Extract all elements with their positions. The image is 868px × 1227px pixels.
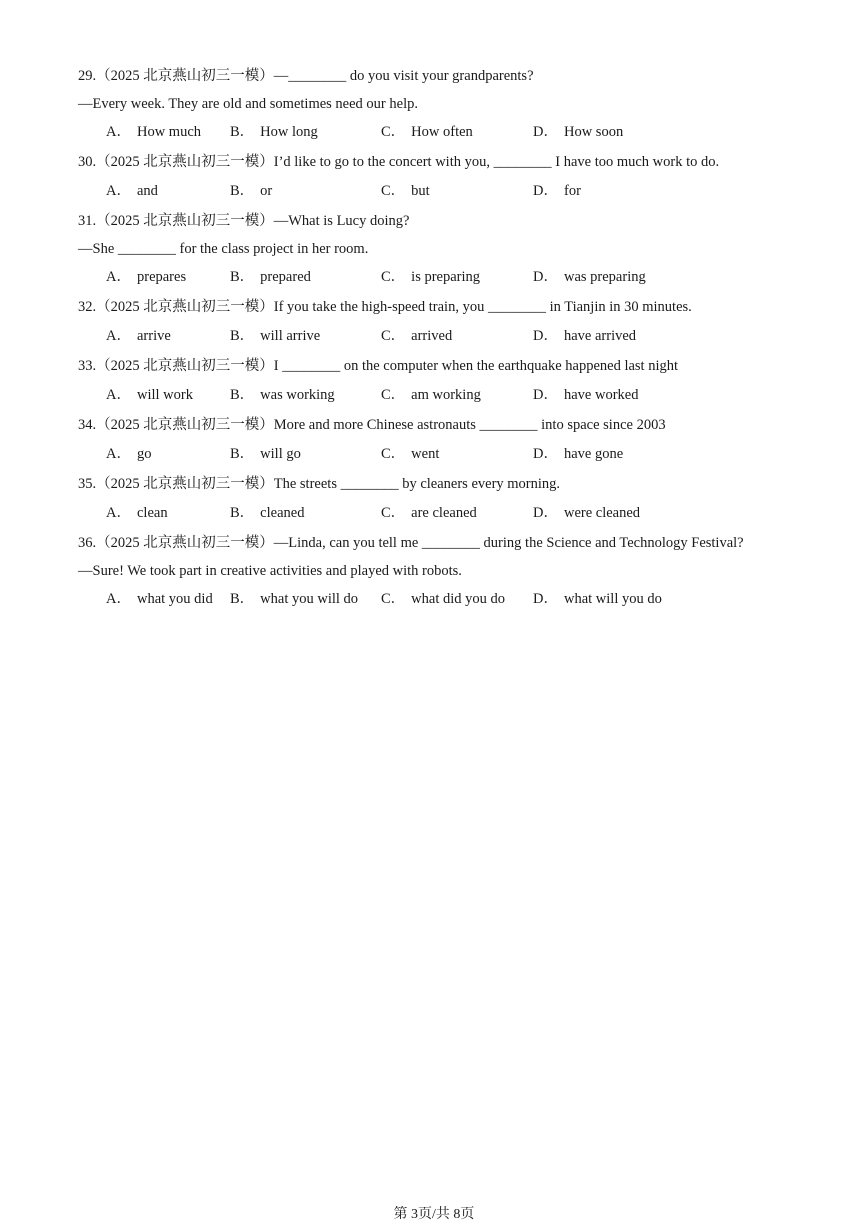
question-31 xyxy=(78,211,818,287)
question-36-reply: —Sure! We took part in creative activities and played with robots. xyxy=(78,563,462,579)
option-a: A． and xyxy=(106,183,158,199)
option-b: B． what you will do xyxy=(230,591,359,607)
question-list xyxy=(78,66,818,619)
question-32-options xyxy=(78,326,818,346)
option-c: C． went xyxy=(381,446,440,462)
option-c: C． is preparing xyxy=(381,269,481,285)
option-d: D． were cleaned xyxy=(533,505,641,521)
question-33 xyxy=(78,356,818,405)
option-c: C． are cleaned xyxy=(381,505,477,521)
option-b: B． will go xyxy=(230,446,301,462)
option-d: D． for xyxy=(533,183,581,199)
option-b: B． cleaned xyxy=(230,505,305,521)
option-d: D． have arrived xyxy=(533,328,637,344)
question-35-options xyxy=(78,503,818,523)
option-b: B． was working xyxy=(230,387,335,403)
option-a: A． prepares xyxy=(106,269,187,285)
question-34-stem: 34.（2025 北京燕山初三一模）More and more Chinese astronauts ________ into space since 2003 xyxy=(78,417,666,433)
option-c: C． arrived xyxy=(381,328,453,344)
question-29 xyxy=(78,66,818,142)
question-33-stem: 33.（2025 北京燕山初三一模）I ________ on the computer when the earthquake happened last night xyxy=(78,358,679,374)
question-33-options xyxy=(78,385,818,405)
question-32 xyxy=(78,297,818,346)
option-d: D． what will you do xyxy=(533,591,662,607)
question-34 xyxy=(78,415,818,464)
question-31-stem: 31.（2025 北京燕山初三一模）—What is Lucy doing? xyxy=(78,213,410,229)
option-b: B． or xyxy=(230,183,273,199)
option-a: A． go xyxy=(106,446,152,462)
option-d: D． How soon xyxy=(533,124,624,140)
option-c: C． How often xyxy=(381,124,473,140)
option-d: D． was preparing xyxy=(533,269,646,285)
question-35-stem: 35.（2025 北京燕山初三一模）The streets ________ by cleaners every morning. xyxy=(78,476,561,492)
question-29-stem: 29.（2025 北京燕山初三一模）—________ do you visit your grandparents? xyxy=(78,68,534,84)
option-c: C． what did you do xyxy=(381,591,506,607)
question-30-options xyxy=(78,181,818,201)
option-a: A． what you did xyxy=(106,591,213,607)
option-a: A． clean xyxy=(106,505,168,521)
question-29-reply: —Every week. They are old and sometimes need our help. xyxy=(78,96,418,112)
question-30 xyxy=(78,152,818,201)
option-c: C． am working xyxy=(381,387,481,403)
option-d: D． have worked xyxy=(533,387,639,403)
question-32-stem: 32.（2025 北京燕山初三一模）If you take the high-speed train, you ________ in Tianjin in 30 minutes. xyxy=(78,299,692,315)
option-b: B． prepared xyxy=(230,269,311,285)
page-number-footer: 第 3页/共 8页 xyxy=(393,1207,475,1222)
question-36 xyxy=(78,533,818,609)
question-36-options xyxy=(78,589,818,609)
option-b: B． will arrive xyxy=(230,328,321,344)
question-35 xyxy=(78,474,818,523)
option-a: A． arrive xyxy=(106,328,171,344)
question-29-options xyxy=(78,122,818,142)
question-31-options xyxy=(78,267,818,287)
option-b: B． How long xyxy=(230,124,318,140)
option-c: C． but xyxy=(381,183,430,199)
option-a: A． How much xyxy=(106,124,202,140)
question-36-stem: 36.（2025 北京燕山初三一模）—Linda, can you tell me ________ during the Science and Technology Festival? xyxy=(78,535,744,551)
question-30-stem: 30.（2025 北京燕山初三一模）I’d like to go to the concert with you, ________ I have too much work to do. xyxy=(78,154,720,170)
question-31-reply: —She ________ for the class project in her room. xyxy=(78,241,369,257)
option-d: D． have gone xyxy=(533,446,624,462)
question-34-options xyxy=(78,444,818,464)
option-a: A． will work xyxy=(106,387,193,403)
